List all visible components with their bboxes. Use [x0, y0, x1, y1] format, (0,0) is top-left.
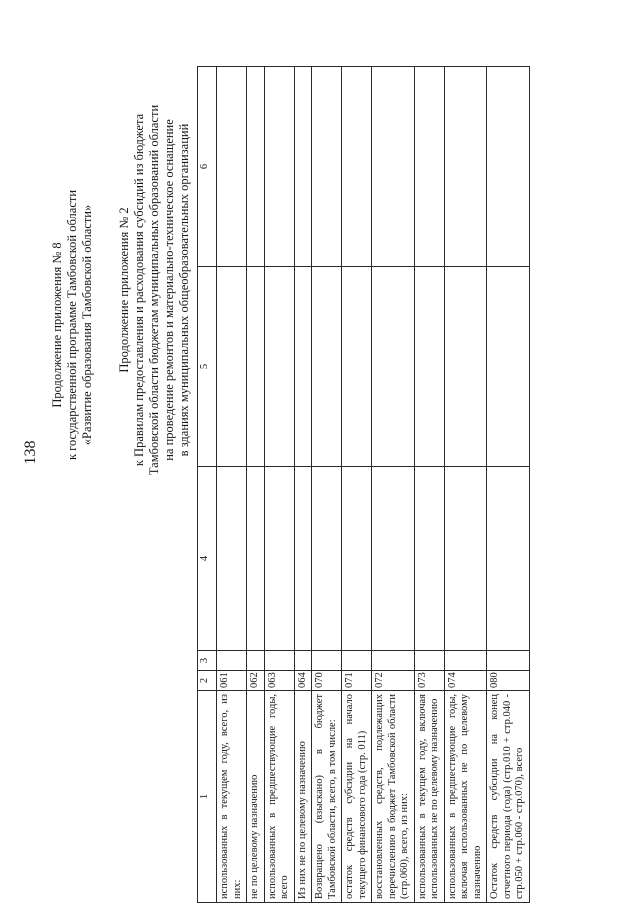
row-description: использованных в текущем году, всего, из них: [217, 691, 247, 903]
cell-col4 [294, 467, 312, 651]
table-row [312, 67, 342, 903]
cell-col4 [444, 467, 487, 651]
cell-col5 [312, 267, 342, 467]
cell-col3 [372, 651, 415, 671]
cell-col4 [247, 467, 265, 651]
report-table [197, 66, 530, 903]
header-line: к Правилам предоставления и расходования субсидий из бюджета [132, 113, 146, 467]
cell-col5 [372, 267, 415, 467]
column-header: 3 [198, 651, 217, 671]
cell-col5 [487, 267, 530, 467]
cell-col6 [247, 67, 265, 267]
appendix-8-header [50, 105, 95, 545]
cell-col4 [342, 467, 372, 651]
header-line: на проведение ремонтов и материально-техническое оснащение [162, 119, 176, 461]
header-line: в зданиях муниципальных общеобразовательных организаций [177, 123, 191, 457]
table-row [217, 67, 247, 903]
cell-col3 [217, 651, 247, 671]
cell-col6 [414, 67, 444, 267]
row-code: 071 [342, 671, 372, 691]
row-code: 074 [444, 671, 487, 691]
column-header: 4 [198, 467, 217, 651]
column-header: 5 [198, 267, 217, 467]
cell-col3 [247, 651, 265, 671]
cell-col3 [414, 651, 444, 671]
column-header: 1 [198, 691, 217, 903]
row-code: 063 [264, 671, 294, 691]
header-line: к государственной программе Тамбовской области [65, 189, 79, 461]
row-description: использованных в текущем году, включая использованных не по целевому назначению [414, 691, 444, 903]
page-number: 138 [22, 440, 39, 465]
row-description: остаток средств субсидии на начало текущего финансового года (стр. 011) [342, 691, 372, 903]
row-description: Из них не по целевому назначению [294, 691, 312, 903]
cell-col5 [217, 267, 247, 467]
cell-col4 [372, 467, 415, 651]
cell-col3 [487, 651, 530, 671]
cell-col4 [312, 467, 342, 651]
cell-col4 [487, 467, 530, 651]
header-line: «Развитие образования Тамбовской области» [80, 204, 94, 446]
row-description: использованных в предшествующие годы, включая использованных не по целевому назначению [444, 691, 487, 903]
cell-col6 [217, 67, 247, 267]
row-code: 072 [372, 671, 415, 691]
row-code: 062 [247, 671, 265, 691]
row-description: Остаток средств субсидии на конец отчетного периода (года) (стр.010 + стр.040 - стр.050 + стр.060 - стр.070), всего [487, 691, 530, 903]
cell-col5 [294, 267, 312, 467]
cell-col6 [342, 67, 372, 267]
cell-col5 [264, 267, 294, 467]
cell-col3 [294, 651, 312, 671]
cell-col5 [444, 267, 487, 467]
table-row [342, 67, 372, 903]
cell-col3 [342, 651, 372, 671]
row-description: не по целевому назначению [247, 691, 265, 903]
row-code: 061 [217, 671, 247, 691]
column-header: 6 [198, 67, 217, 267]
row-code: 073 [414, 671, 444, 691]
cell-col6 [444, 67, 487, 267]
table-row [372, 67, 415, 903]
appendix-2-header [117, 5, 192, 575]
cell-col6 [264, 67, 294, 267]
cell-col6 [312, 67, 342, 267]
column-numbers-row [198, 67, 217, 903]
cell-col4 [264, 467, 294, 651]
header-line: Продолжение приложения № 2 [117, 207, 131, 373]
cell-col6 [487, 67, 530, 267]
cell-col3 [444, 651, 487, 671]
table-row [264, 67, 294, 903]
table-row [414, 67, 444, 903]
cell-col4 [414, 467, 444, 651]
table-row [294, 67, 312, 903]
cell-col5 [414, 267, 444, 467]
row-description: восстановленных средств, подлежащих перечислению в бюджет Тамбовской области (стр.060), всего, из них: [372, 691, 415, 903]
table-row [247, 67, 265, 903]
cell-col3 [312, 651, 342, 671]
row-description: Возвращено (взыскано) в бюджет Тамбовской области, всего, в том числе: [312, 691, 342, 903]
cell-col6 [294, 67, 312, 267]
cell-col5 [342, 267, 372, 467]
table-row [444, 67, 487, 903]
column-header: 2 [198, 671, 217, 691]
cell-col6 [372, 67, 415, 267]
cell-col3 [264, 651, 294, 671]
header-line: Продолжение приложения № 8 [50, 242, 64, 408]
row-code: 080 [487, 671, 530, 691]
cell-col4 [217, 467, 247, 651]
table-row [487, 67, 530, 903]
cell-col5 [247, 267, 265, 467]
row-code: 064 [294, 671, 312, 691]
row-code: 070 [312, 671, 342, 691]
header-line: Тамбовской области бюджетам муниципальных образований области [147, 104, 161, 476]
row-description: использованных в предшествующие годы, всего [264, 691, 294, 903]
